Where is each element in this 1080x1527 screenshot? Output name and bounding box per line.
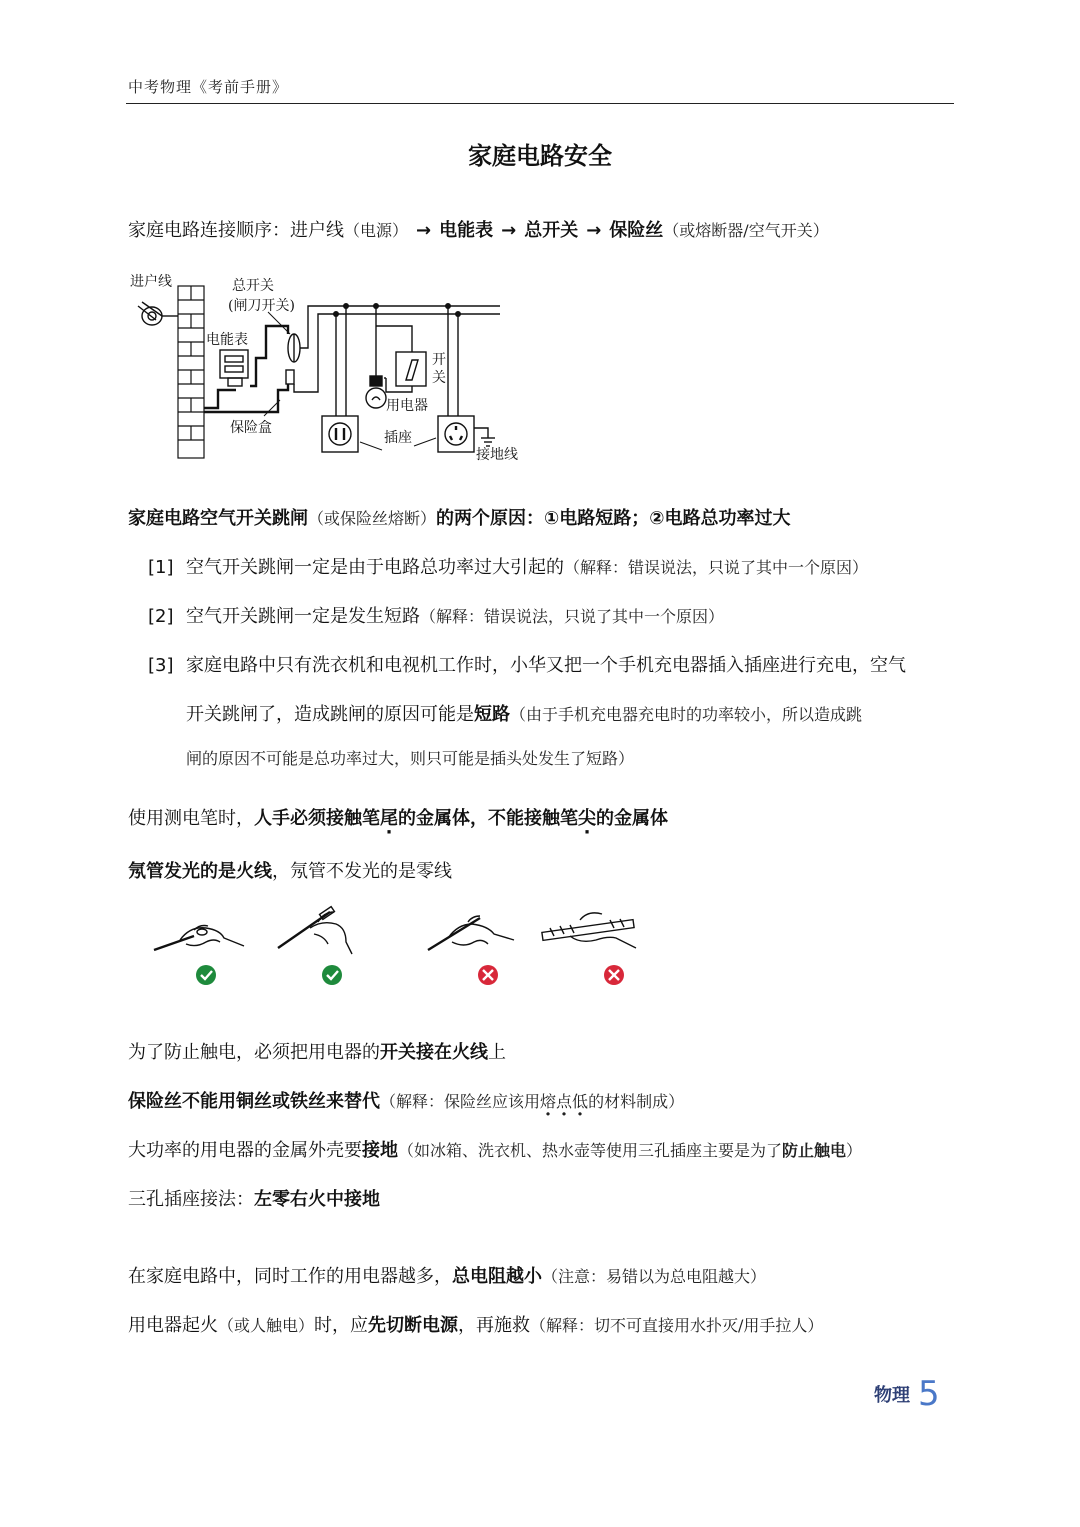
switch-rule bbox=[128, 1041, 506, 1065]
fuse-note: 的材料制成） bbox=[588, 1092, 685, 1111]
fuse-note: （或熔断器/空气开关） bbox=[663, 221, 829, 240]
trip-part2: 的两个原因：①电路短路；②电路总功率过大 bbox=[436, 508, 791, 529]
page-title: 家庭电路安全 bbox=[468, 142, 612, 170]
switch-bold: 开关接在火线 bbox=[380, 1042, 488, 1063]
item-text: 空气开关跳闸一定是发生短路 bbox=[186, 606, 420, 627]
ground-bold: 接地 bbox=[362, 1140, 398, 1161]
pen-grip-correct-1 bbox=[154, 926, 244, 951]
ground-note: （如冰箱、洗衣机、热水壶等使用三孔插座主要是为了 bbox=[398, 1141, 783, 1160]
emphasis-dot-char: 尾 bbox=[380, 808, 398, 829]
arrow-right-icon: → bbox=[586, 220, 602, 241]
socket-prefix: 三孔插座接法： bbox=[128, 1189, 254, 1210]
check-icon bbox=[196, 965, 216, 985]
pen-grip-wrong-2 bbox=[542, 913, 636, 948]
fire-note: （或人触电） bbox=[218, 1316, 315, 1335]
emphasis-dot-char: 点 bbox=[556, 1092, 573, 1111]
item-number: [1] bbox=[148, 557, 174, 578]
page-header: 中考物理《考前手册》 bbox=[128, 78, 289, 96]
item-note: （解释：错误说法，只说了其中一个原因） bbox=[420, 607, 725, 626]
step-main-switch: 总开关 bbox=[524, 220, 579, 241]
insulator-icon bbox=[138, 302, 178, 325]
neon-rest: ，氖管不发光的是零线 bbox=[272, 861, 452, 882]
label-ground: 接地线 bbox=[476, 447, 518, 463]
knife-switch-icon bbox=[286, 334, 300, 384]
fuse-note: （解释：保险丝应该用 bbox=[380, 1092, 541, 1111]
item-note: （由于手机充电器充电时的功率较小，所以造成跳 bbox=[510, 705, 863, 724]
household-circuit-diagram bbox=[128, 266, 538, 472]
leader-line bbox=[414, 438, 436, 446]
test-pen-usage-figure bbox=[150, 900, 650, 992]
label-switch-b: 关 bbox=[432, 370, 446, 386]
leader-line bbox=[268, 312, 290, 334]
switch-prefix: 为了防止触电，必须把用电器的 bbox=[128, 1042, 380, 1063]
junction-dots bbox=[333, 303, 461, 317]
connection-sequence bbox=[128, 219, 829, 243]
fire-suffix: ，再施救 bbox=[458, 1315, 531, 1336]
pen-grip-wrong-1 bbox=[428, 916, 514, 950]
label-socket: 插座 bbox=[384, 430, 412, 446]
label-appliance: 用电器 bbox=[386, 398, 428, 414]
tester-bold: 的金属体，不能接触笔 bbox=[398, 808, 578, 829]
fire-mid: 时，应 bbox=[314, 1315, 369, 1336]
ground-note-bold: 防止触电 bbox=[782, 1141, 847, 1160]
trip-causes bbox=[128, 507, 791, 531]
item-number: [3] bbox=[148, 655, 174, 676]
label-main-switch: 总开关 bbox=[232, 278, 274, 294]
tester-prefix: 使用测电笔时， bbox=[128, 808, 254, 829]
item-text: 空气开关跳闸一定是由于电路总功率过大引起的 bbox=[186, 557, 564, 578]
neon-rule bbox=[128, 860, 452, 884]
trip-part1: 家庭电路空气开关跳闸 bbox=[128, 508, 308, 529]
wall-switch-icon bbox=[386, 352, 426, 392]
tester-bold: 人手必须接触笔 bbox=[254, 808, 380, 829]
socket-bold: 左零右火中接地 bbox=[254, 1189, 380, 1210]
label-meter: 电能表 bbox=[206, 332, 248, 348]
fire-prefix: 用电器起火 bbox=[128, 1315, 218, 1336]
step-meter: 电能表 bbox=[439, 220, 494, 241]
footer-subject: 物理 bbox=[874, 1385, 910, 1406]
pen-grip-correct-2 bbox=[278, 907, 352, 954]
step-fuse: 保险丝 bbox=[609, 220, 664, 241]
socket-rule bbox=[128, 1188, 380, 1212]
list-item bbox=[148, 654, 906, 678]
item-number: [2] bbox=[148, 606, 174, 627]
item-bold: 短路 bbox=[474, 704, 510, 725]
trip-note: （或保险丝熔断） bbox=[308, 509, 437, 528]
list-item-continuation bbox=[186, 747, 634, 771]
label-knife-switch: (闸刀开关) bbox=[228, 298, 295, 314]
item-text: 开关跳闸了，造成跳闸的原因可能是 bbox=[186, 704, 474, 725]
ground-note-end: ） bbox=[846, 1141, 863, 1160]
bulb-icon bbox=[366, 362, 386, 408]
emphasis-dot-char: 低 bbox=[572, 1092, 589, 1111]
list-item bbox=[148, 605, 724, 629]
header-divider bbox=[126, 103, 954, 104]
label-fuse-box: 保险盒 bbox=[230, 420, 272, 436]
tester-bold: 的金属体 bbox=[596, 808, 668, 829]
resistance-prefix: 在家庭电路中，同时工作的用电器越多， bbox=[128, 1266, 452, 1287]
item-text: 家庭电路中只有洗衣机和电视机工作时，小华又把一个手机充电器插入插座进行充电，空气 bbox=[186, 655, 906, 676]
label-switch-a: 开 bbox=[432, 352, 446, 368]
check-icon bbox=[322, 965, 342, 985]
wall bbox=[178, 286, 204, 458]
list-item bbox=[148, 556, 868, 580]
meter-icon bbox=[220, 350, 248, 386]
list-item-continuation bbox=[186, 703, 862, 727]
neon-bold: 氖管发光的是火线 bbox=[128, 861, 272, 882]
page-footer bbox=[874, 1374, 940, 1414]
emphasis-dot-char: 熔 bbox=[540, 1092, 557, 1111]
fuse-bold: 保险丝不能用铜丝或铁丝来替代 bbox=[128, 1091, 380, 1112]
ground-rule bbox=[128, 1139, 862, 1163]
fire-bold: 先切断电源 bbox=[368, 1315, 459, 1336]
fuse-rule bbox=[128, 1090, 684, 1114]
leader-line bbox=[360, 442, 382, 450]
label-incoming: 进户线 bbox=[130, 274, 172, 290]
resistance-rule bbox=[128, 1265, 766, 1289]
switch-suffix: 上 bbox=[488, 1042, 506, 1063]
cross-icon bbox=[604, 965, 624, 985]
power-note: （电源） bbox=[344, 221, 409, 240]
tester-rule bbox=[128, 807, 668, 831]
fire-note2: （解释：切不可直接用水扑灭/用手拉人） bbox=[530, 1316, 824, 1335]
item-note: 闸的原因不可能是总功率过大，则只可能是插头处发生了短路） bbox=[186, 749, 635, 768]
resistance-bold: 总电阻越小 bbox=[452, 1266, 542, 1287]
emphasis-dot-char: 尖 bbox=[578, 808, 596, 829]
resistance-note: （注意：易错以为总电阻越大） bbox=[542, 1267, 767, 1286]
ground-prefix: 大功率的用电器的金属外壳要 bbox=[128, 1140, 362, 1161]
page-number: 5 bbox=[918, 1374, 940, 1414]
item-note: （解释：错误说法，只说了其中一个原因） bbox=[564, 558, 869, 577]
two-hole-socket-icon bbox=[322, 416, 358, 452]
cross-icon bbox=[478, 965, 498, 985]
arrow-right-icon: → bbox=[416, 220, 432, 241]
sequence-prefix: 家庭电路连接顺序：进户线 bbox=[128, 220, 344, 241]
arrow-right-icon: → bbox=[501, 220, 517, 241]
fire-rule bbox=[128, 1314, 823, 1338]
